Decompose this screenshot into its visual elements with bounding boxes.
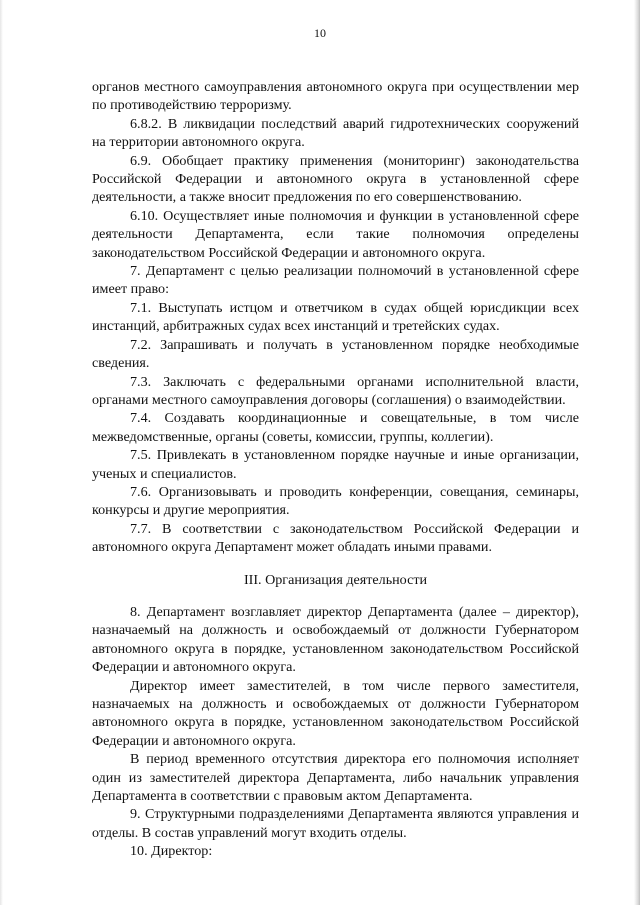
document-body: [92, 78, 579, 861]
paragraph-7-1: 7.1. Выступать истцом и ответчиком в судах общей юрисдикции всех инстанций, арбитражных судах всех инстанций и третейских судах.: [92, 299, 579, 335]
paragraph-10: 10. Директор:: [130, 843, 213, 860]
paragraph-7-5: 7.5. Привлекать в установленном порядке научные и иные организации, ученых и специалистов.: [92, 447, 579, 482]
section-heading: III. Организация деятельности: [243, 571, 428, 588]
paragraph-7-4: 7.4. Создавать координационные и совещательные, в том числе межведомственные, органы (советы, комиссии, группы, коллегии).: [92, 410, 579, 445]
paragraph-8: 8. Департамент возглавляет директор Департамента (далее – директор), назначаемый на должность и освобождаемый от должности Губернатором автономного округа в порядке, установленном законодательством Российской Федерации и автономного округа.: [92, 603, 579, 676]
paragraph-6-8-2: 6.8.2. В ликвидации последствий аварий гидротехнических сооружений на территории автономного округа.: [92, 115, 579, 151]
paragraph-7: 7. Департамент с целью реализации полномочий в установленной сфере имеет право:: [92, 263, 579, 298]
paragraph-8-deputies: Директор имеет заместителей, в том числе первого заместителя, назначаемых на должность и освобождаемых от должности Губернатором автономного округа в порядке, установленном законодательством Российской Федерации и автономного округа.: [92, 677, 579, 749]
page-number: 10: [314, 26, 326, 40]
paragraph-7-3: 7.3. Заключать с федеральными органами исполнительной власти, органами местного самоуправления договоры (соглашения) о взаимодействии.: [92, 373, 579, 408]
paragraph-continuation: органов местного самоуправления автономного округа при осуществлении мер по противодействию терроризму.: [92, 79, 579, 114]
paragraph-7-2: 7.2. Запрашивать и получать в установленном порядке необходимые сведения.: [92, 336, 579, 372]
paragraph-6-10: 6.10. Осуществляет иные полномочия и функции в установленной сфере деятельности Департамента, если такие полномочия определены законодательством Российской Федерации и автономного округа.: [92, 207, 579, 261]
paragraph-7-7: 7.7. В соответствии с законодательством Российской Федерации и автономного округа Департамент может обладать иными правами.: [92, 520, 579, 556]
paragraph-8-absence: В период временного отсутствия директора его полномочия исполняет один из заместителей директора Департамента, либо начальник управления Департамента в соответствии с правовым актом Департамента.: [92, 751, 579, 805]
scan-right-edge: [634, 0, 640, 905]
scan-left-edge: [0, 0, 3, 905]
paragraph-6-9: 6.9. Обобщает практику применения (мониторинг) законодательства Российской Федерации и автономного округа в установленной сфере деятельности, а также вносит предложения по его совершенствованию.: [92, 152, 579, 206]
paragraph-9: 9. Структурными подразделениями Департамента являются управления и отделы. В состав управлений могут входить отделы.: [92, 806, 579, 841]
paragraph-7-6: 7.6. Организовывать и проводить конференции, совещания, семинары, конкурсы и другие мероприятия.: [92, 483, 579, 519]
